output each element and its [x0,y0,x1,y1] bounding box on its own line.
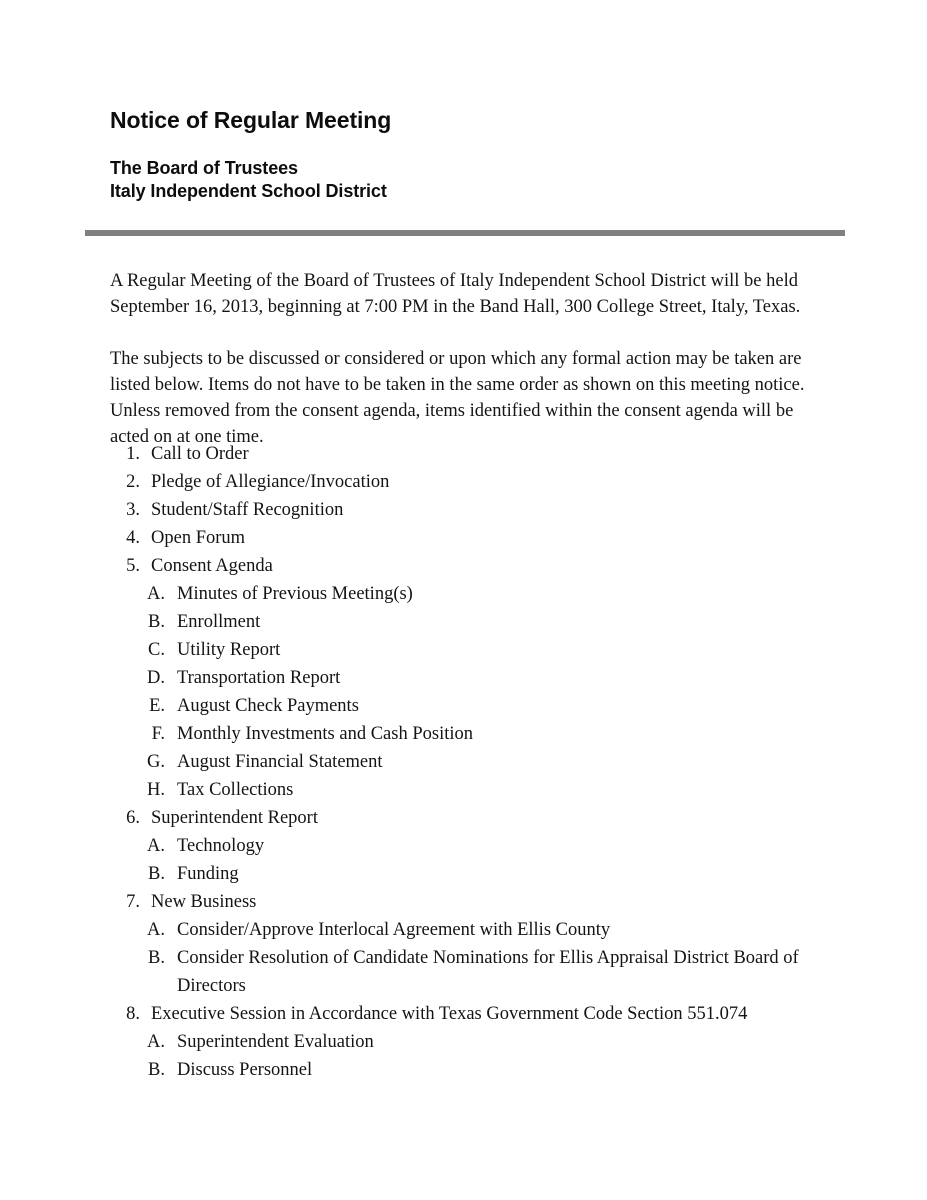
agenda-subitem-marker: B. [148,612,165,632]
agenda-notice-paragraph: The subjects to be discussed or considered or upon which any formal action may be taken are listed below. Items do not have to be taken in the same order as shown on this meeting notice. Unless removed from the consent agenda, items identified within the consent agenda will be acted on at one time. [110,349,805,447]
agenda-item-label: Student/Staff Recognition [151,500,344,520]
agenda-item-label: Superintendent Report [151,808,318,828]
agenda-subitem [110,720,810,748]
agenda-item-label: Executive Session in Accordance with Texas Government Code Section 551.074 [151,1004,748,1024]
agenda-subitem [110,608,810,636]
agenda-item [110,524,810,552]
agenda-item-label: Pledge of Allegiance/Invocation [151,472,390,492]
agenda-subitem [110,664,810,692]
agenda-subitem-marker: A. [147,584,165,604]
agenda-subitem-label: Tax Collections [177,780,294,800]
agenda-subitem-marker: B. [148,1060,165,1080]
header-divider [85,230,845,236]
document-header [110,106,850,203]
agenda-subitem-label: Minutes of Previous Meeting(s) [177,584,413,604]
agenda-subitem-marker: A. [147,920,165,940]
agenda-subitem-marker: C. [148,640,165,660]
agenda-subitem-label: Consider Resolution of Candidate Nominations for Ellis Appraisal District Board of Directors [177,948,799,996]
agenda-item-marker: 4. [126,528,140,548]
agenda-subitem-label: August Financial Statement [177,752,383,772]
agenda-subitem [110,580,810,608]
agenda-subitem-marker: A. [147,836,165,856]
agenda-item [110,468,810,496]
agenda-subitem-list [110,916,810,1000]
agenda-item-marker: 5. [126,556,140,576]
agenda-subitem-marker: B. [148,948,165,968]
agenda-item-marker: 3. [126,500,140,520]
agenda-subitem [110,916,810,944]
subtitle-district-line: Italy Independent School District [110,181,387,201]
agenda-subitem-marker: B. [148,864,165,884]
agenda-subitem-marker: F. [151,724,165,744]
meeting-details-paragraph: A Regular Meeting of the Board of Trustees of Italy Independent School District will be held September 16, 2013, beginning at 7:00 PM in the Band Hall, 300 College Street, Italy, Texas. [110,271,801,317]
agenda-subitem-list [110,580,810,804]
agenda-subitem-label: Enrollment [177,612,261,632]
agenda-item-label: Consent Agenda [151,556,273,576]
agenda-item-marker: 1. [126,444,140,464]
agenda-subitem-marker: G. [147,752,165,772]
agenda-subitem-label: Superintendent Evaluation [177,1032,374,1052]
page-title: Notice of Regular Meeting [110,107,392,133]
agenda-subitem-label: Technology [177,836,265,856]
agenda-list [110,440,810,1084]
agenda-subitem-label: Discuss Personnel [177,1060,313,1080]
agenda-subitem [110,1028,810,1056]
agenda-subitem [110,692,810,720]
agenda-subitem-marker: D. [147,668,165,688]
document-body [110,268,805,450]
agenda-item [110,804,810,832]
agenda-subitem-marker: E. [149,696,165,716]
agenda-subitem [110,944,810,1000]
subtitle-board-line: The Board of Trustees [110,158,298,178]
agenda-subitem [110,832,810,860]
agenda-subitem [110,860,810,888]
agenda-subitem [110,1056,810,1084]
agenda-subitem-marker: A. [147,1032,165,1052]
agenda-item [110,888,810,916]
agenda-subitem-label: Transportation Report [177,668,341,688]
agenda-subitem [110,748,810,776]
agenda-item-label: Open Forum [151,528,246,548]
agenda-item-marker: 7. [126,892,140,912]
agenda-subitem-marker: H. [147,780,165,800]
agenda-item-marker: 6. [126,808,140,828]
agenda-subitem-label: Funding [177,864,239,884]
agenda-subitem-label: August Check Payments [177,696,359,716]
agenda-item-label: New Business [151,892,257,912]
document-subtitle [110,157,850,203]
agenda-subitem [110,636,810,664]
agenda-item [110,552,810,580]
agenda-subitem [110,776,810,804]
agenda-subitem-label: Utility Report [177,640,281,660]
agenda-subitem-label: Consider/Approve Interlocal Agreement with Ellis County [177,920,611,940]
agenda-item [110,1000,810,1028]
agenda-subitem-list [110,1028,810,1084]
agenda-item-marker: 2. [126,472,140,492]
agenda-item-label: Call to Order [151,444,249,464]
agenda-item-marker: 8. [126,1004,140,1024]
agenda-subitem-list [110,832,810,888]
agenda-item [110,496,810,524]
agenda-item [110,440,810,468]
agenda-subitem-label: Monthly Investments and Cash Position [177,724,473,744]
